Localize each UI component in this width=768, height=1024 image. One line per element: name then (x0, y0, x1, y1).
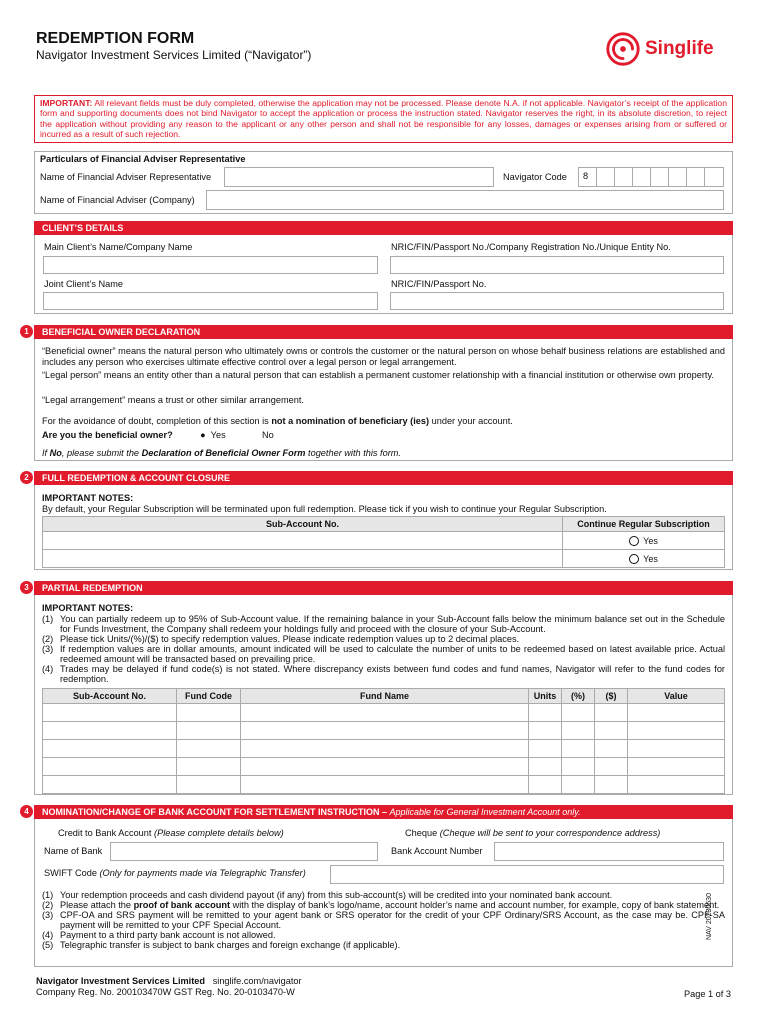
swift-code-label (44, 868, 306, 878)
yes-label: Yes (643, 553, 658, 564)
list-item: (2) Please attach the proof of bank account with the display of bank’s logo/name, account holder’s name and account number, for example, copy of bank statement. (42, 900, 720, 910)
radio-circle-icon (629, 554, 639, 564)
avoidance-bold: not a nomination of beneficiary (ies) (271, 416, 430, 426)
bank-account-notes (42, 890, 725, 950)
col-percent: (%) (562, 689, 595, 704)
col-dollar: ($) (595, 689, 628, 704)
footer-website: singlife.com/navigator (212, 976, 302, 986)
important-notes-title: IMPORTANT NOTES: (42, 493, 134, 503)
col-sub-account: Sub-Account No. (43, 689, 177, 704)
list-item: (3) If redemption values are in dollar amounts, amount indicated will be used to calculate the number of units to be redeemed based on latest available price. Actual redeemed amount will be transacted based on prevailing price. (42, 644, 725, 664)
col-fund-name: Fund Name (241, 689, 529, 704)
footer-company (36, 976, 302, 986)
beneficial-owner-question: Are you the beneficial owner? (42, 430, 173, 440)
section-number: 3 (20, 581, 33, 594)
if-text: If (42, 448, 50, 458)
beneficial-owner-definition: “Beneficial owner” means the natural person who ultimately owns or controls the customer or the natural person on whose behalf business relations are established and includes any person who exercises ultimate effective control over a legal person or legal arrangement. (42, 346, 725, 367)
adviser-company-label: Name of Financial Adviser (Company) (40, 195, 195, 205)
partial-redemption-table (42, 688, 725, 794)
page-title: REDEMPTION FORM (36, 30, 195, 47)
footer-company-name: Navigator Investment Services Limited (36, 976, 206, 986)
table-row[interactable] (43, 776, 725, 794)
list-item: (1) Your redemption proceeds and cash dividend payout (if any) from this sub-account(s) will be credited into your nominated bank account. (42, 890, 613, 900)
if-no-bold: No (49, 448, 62, 458)
table-row[interactable] (43, 704, 725, 722)
table-row[interactable] (43, 758, 725, 776)
swift-hint: (Only for payments made via Telegraphic Transfer) (99, 868, 306, 878)
avoidance-text: For the avoidance of doubt, completion of this section is (42, 416, 272, 426)
legal-arrangement-definition: “Legal arrangement” means a trust or other similar arrangement. (42, 395, 304, 405)
sub-account-input[interactable] (43, 532, 563, 550)
list-item: (4) Payment to a third party bank account is not allowed. (42, 930, 276, 940)
if-no-instruction (42, 448, 401, 458)
sub-account-input[interactable] (43, 550, 563, 568)
joint-client-id-input[interactable] (390, 292, 724, 310)
avoidance-note (42, 416, 725, 427)
page-number: Page 1 of 3 (684, 989, 731, 999)
continue-yes-option[interactable] (563, 550, 725, 568)
if-text-2: , please submit the (61, 448, 142, 458)
main-client-name-label: Main Client’s Name/Company Name (44, 242, 193, 252)
adviser-name-input[interactable] (224, 167, 494, 187)
page-subtitle: Navigator Investment Services Limited (“Navigator”) (36, 48, 312, 62)
credit-hint: (Please complete details below) (154, 828, 284, 838)
footer-registration: Company Reg. No. 200103470W GST Reg. No. 20-0103470-W (36, 987, 295, 997)
continue-yes-option[interactable] (563, 532, 725, 550)
table-row[interactable] (43, 740, 725, 758)
adviser-name-label: Name of Financial Adviser Representative (40, 172, 212, 182)
bank-account-title: NOMINATION/CHANGE OF BANK ACCOUNT FOR SETTLEMENT INSTRUCTION – (42, 807, 390, 817)
col-fund-code: Fund Code (177, 689, 241, 704)
main-client-id-label: NRIC/FIN/Passport No./Company Registration No./Unique Entity No. (391, 242, 671, 252)
col-value: Value (628, 689, 725, 704)
swift-label: SWIFT Code (44, 868, 100, 878)
brand-name: Singlife (645, 38, 714, 59)
list-item: (1) You can partially redeem up to 95% of Sub-Account value. If the remaining balance in your Sub-Account falls below the minimum balance set out in the Schedule for Funds Investment, the Company shall redeem your holdings fully and proceed with the closure of your Sub-Account. (42, 614, 725, 634)
bank-account-number-label: Bank Account Number (391, 846, 483, 856)
navigator-code-input[interactable] (578, 167, 724, 187)
swift-code-input[interactable] (330, 865, 724, 884)
list-item: (4) Trades may be delayed if fund code(s) is not stated. Where discrepancy exists between fund codes and fund names, Navigator will refer to the fund codes for redemption. (42, 664, 725, 684)
selected-bullet-icon: ● (200, 430, 206, 440)
list-item: (2) Please tick Units/(%)/($) to specify redemption values. Please indicate redemption values up to 2 decimal places. (42, 634, 520, 644)
important-box (34, 95, 733, 143)
main-client-name-input[interactable] (43, 256, 378, 274)
main-client-id-input[interactable] (390, 256, 724, 274)
declaration-form-name: Declaration of Beneficial Owner Form (141, 448, 306, 458)
joint-client-name-input[interactable] (43, 292, 378, 310)
cheque-option[interactable] (405, 828, 660, 838)
yes-label: Yes (643, 535, 658, 546)
bank-account-header (34, 805, 733, 819)
bank-account-number-input[interactable] (494, 842, 724, 861)
table-row (43, 532, 725, 550)
section-number: 4 (20, 805, 33, 818)
list-item: (5) Telegraphic transfer is subject to bank charges and foreign exchange (if applicable). (42, 940, 401, 950)
client-details-header: CLIENT’S DETAILS (34, 221, 733, 235)
important-label: IMPORTANT: (40, 98, 93, 108)
yes-option[interactable] (200, 430, 226, 440)
form-code: NAV 20230630 (706, 893, 713, 940)
beneficial-owner-header: BENEFICIAL OWNER DECLARATION (34, 325, 733, 339)
credit-label: Credit to Bank Account (58, 828, 155, 838)
legal-person-definition: “Legal person” means an entity other than a natural person that can establish a permanent customer relationship with a financial institution or otherwise own property. (42, 370, 714, 380)
singlife-logo-icon (604, 30, 642, 68)
yes-label: Yes (210, 430, 226, 440)
bank-name-label: Name of Bank (44, 846, 103, 856)
cheque-hint: (Cheque will be sent to your correspondence address) (439, 828, 661, 838)
credit-to-bank-option[interactable] (58, 828, 284, 838)
full-redemption-note: By default, your Regular Subscription will be terminated upon full redemption. Please tick if you wish to continue your Regular Subscription. (42, 504, 607, 514)
avoidance-text-end: under your account. (429, 416, 513, 426)
adviser-title: Particulars of Financial Adviser Representative (40, 154, 246, 164)
col-units: Units (529, 689, 562, 704)
code-digit: 8 (579, 168, 597, 186)
partial-redemption-notes (42, 614, 725, 684)
if-text-3: together with this form. (305, 448, 401, 458)
partial-redemption-header: PARTIAL REDEMPTION (34, 581, 733, 595)
full-redemption-table (42, 516, 725, 568)
radio-circle-icon (629, 536, 639, 546)
important-notes-title: IMPORTANT NOTES: (42, 603, 134, 613)
navigator-code-label: Navigator Code (503, 172, 567, 182)
section-number: 2 (20, 471, 33, 484)
adviser-company-input[interactable] (206, 190, 724, 210)
col-continue-subscription: Continue Regular Subscription (563, 517, 725, 532)
important-text: All relevant fields must be duly completed, otherwise the application may not be processed. Please denote N.A. if not applicable. Navigator’s receipt of the application form and supporting documents does not bind Navigator to accept the application or process the instruction stated. Navigator reserves the right, in its absolute discretion, to reject the application without providing any reason to the applicant or any other person and shall not be responsible for any losses, damages or expenses arising from or suffered or incurred as a result of such rejection. (40, 98, 727, 140)
joint-client-id-label: NRIC/FIN/Passport No. (391, 279, 487, 289)
list-item: (3) CPF-OA and SRS payment will be remitted to your agent bank or SRS operator for the credit of your CPF Ordinary/SRS Account, as the case may be. CPF-SA payment will be remitted to your CPF Special Account. (42, 910, 725, 930)
col-sub-account: Sub-Account No. (43, 517, 563, 532)
table-row (43, 550, 725, 568)
section-number: 1 (20, 325, 33, 338)
joint-client-name-label: Joint Client’s Name (44, 279, 123, 289)
bank-name-input[interactable] (110, 842, 378, 861)
singlife-logo (604, 30, 714, 68)
full-redemption-header: FULL REDEMPTION & ACCOUNT CLOSURE (34, 471, 733, 485)
cheque-label: Cheque (405, 828, 440, 838)
table-row[interactable] (43, 722, 725, 740)
bank-account-subtitle: Applicable for General Investment Account only. (389, 807, 581, 817)
no-option[interactable]: No (262, 430, 274, 440)
